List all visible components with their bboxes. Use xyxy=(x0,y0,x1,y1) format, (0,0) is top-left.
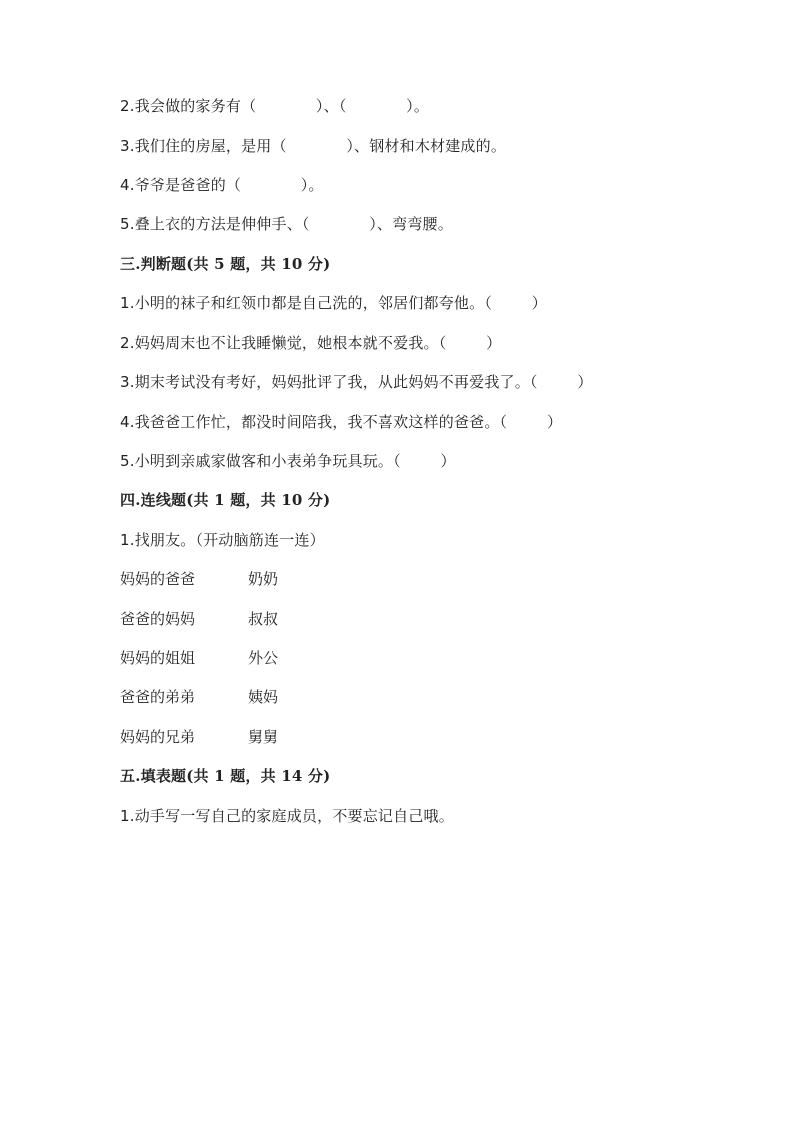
match-left-item: 妈妈的爸爸 xyxy=(120,570,196,588)
fill-blank-item-2: 2.我会做的家务有（ ）、（ ）。 xyxy=(120,97,430,115)
table-fill-question: 1.动手写一写自己的家庭成员，不要忘记自己哦。 xyxy=(120,807,454,825)
judge-item-2: 2.妈妈周末也不让我睡懒觉，她根本就不爱我。（ ） xyxy=(120,334,502,352)
match-right-item: 舅舅 xyxy=(248,728,279,746)
fill-blank-item-4: 4.爷爷是爸爸的（ ）。 xyxy=(120,176,324,194)
match-question: 1.找朋友。（开动脑筋连一连） xyxy=(120,531,325,549)
match-left-item: 爸爸的弟弟 xyxy=(120,688,196,706)
fill-blank-item-5: 5.叠上衣的方法是伸伸手、（ ）、弯弯腰。 xyxy=(120,215,453,233)
fill-blank-item-3: 3.我们住的房屋，是用（ ）、钢材和木材建成的。 xyxy=(120,137,507,155)
judge-item-1: 1.小明的袜子和红领巾都是自己洗的，邻居们都夸他。（ ） xyxy=(120,294,547,312)
judge-item-3: 3.期末考试没有考好，妈妈批评了我，从此妈妈不再爱我了。（ ） xyxy=(120,373,593,391)
match-right-item: 叔叔 xyxy=(248,610,279,628)
section-heading-judge: 三.判断题(共 5 题，共 10 分) xyxy=(120,255,331,273)
section-heading-match: 四.连线题(共 1 题，共 10 分) xyxy=(120,491,331,509)
match-left-item: 妈妈的兄弟 xyxy=(120,728,196,746)
section-heading-table: 五.填表题(共 1 题，共 14 分) xyxy=(120,767,331,785)
judge-item-4: 4.我爸爸工作忙，都没时间陪我，我不喜欢这样的爸爸。（ ） xyxy=(120,413,563,431)
match-left-item: 妈妈的姐姐 xyxy=(120,649,196,667)
judge-item-5: 5.小明到亲戚家做客和小表弟争玩具玩。（ ） xyxy=(120,452,456,470)
match-right-item: 外公 xyxy=(248,649,279,667)
match-right-item: 奶奶 xyxy=(248,570,279,588)
match-right-item: 姨妈 xyxy=(248,688,279,706)
match-left-item: 爸爸的妈妈 xyxy=(120,610,196,628)
